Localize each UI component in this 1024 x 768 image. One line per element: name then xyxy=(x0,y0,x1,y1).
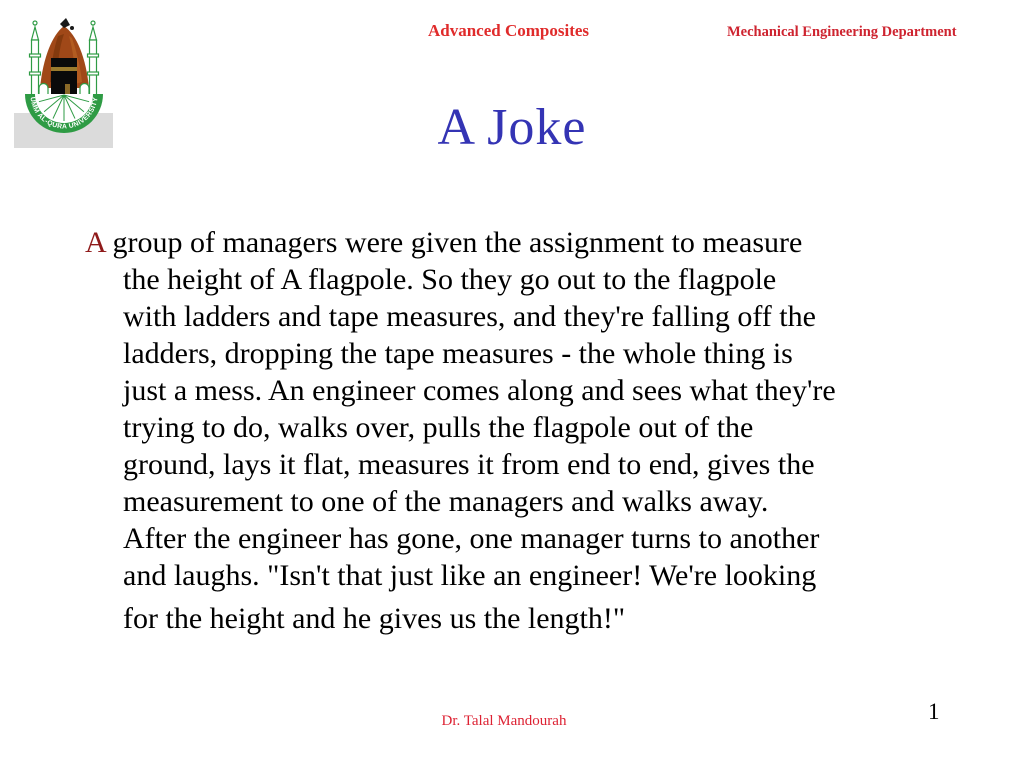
header-course-title: Advanced Composites xyxy=(428,21,590,40)
body-line: the height of A flagpole. So they go out to the flagpole xyxy=(123,263,777,296)
body-line: just a mess. An engineer comes along and sees what they're xyxy=(123,374,836,407)
header-department: Mechanical Engineering Department xyxy=(727,24,957,40)
body-line: trying to do, walks over, pulls the flagpole out of the xyxy=(123,411,754,444)
kaaba-icon xyxy=(51,58,77,100)
body-line: with ladders and tape measures, and they're falling off the xyxy=(123,300,816,333)
minaret-icon xyxy=(88,21,99,96)
body-line-text: group of managers were given the assignment to measure xyxy=(112,226,803,259)
body-line: for the height and he gives us the length!" xyxy=(123,602,626,635)
body-line: measurement to one of the managers and walks away. xyxy=(123,485,769,518)
body-line: and laughs. "Isn't that just like an engineer! We're looking xyxy=(123,559,817,592)
body-line xyxy=(85,224,965,261)
page-number: 1 xyxy=(928,699,940,724)
joke-paragraph xyxy=(85,224,965,637)
body-line: ground, lays it flat, measures it from end to end, gives the xyxy=(123,448,815,481)
minaret-icon xyxy=(30,21,41,96)
body-line: After the engineer has gone, one manager turns to another xyxy=(123,522,820,555)
university-name-text: UMM AL-QURA UNIVERSITY xyxy=(28,96,100,131)
lead-char: A xyxy=(85,226,106,259)
body-line: ladders, dropping the tape measures - the whole thing is xyxy=(123,337,793,370)
footer-author: Dr. Talal Mandourah xyxy=(441,713,567,729)
slide-title: A Joke xyxy=(437,99,587,156)
